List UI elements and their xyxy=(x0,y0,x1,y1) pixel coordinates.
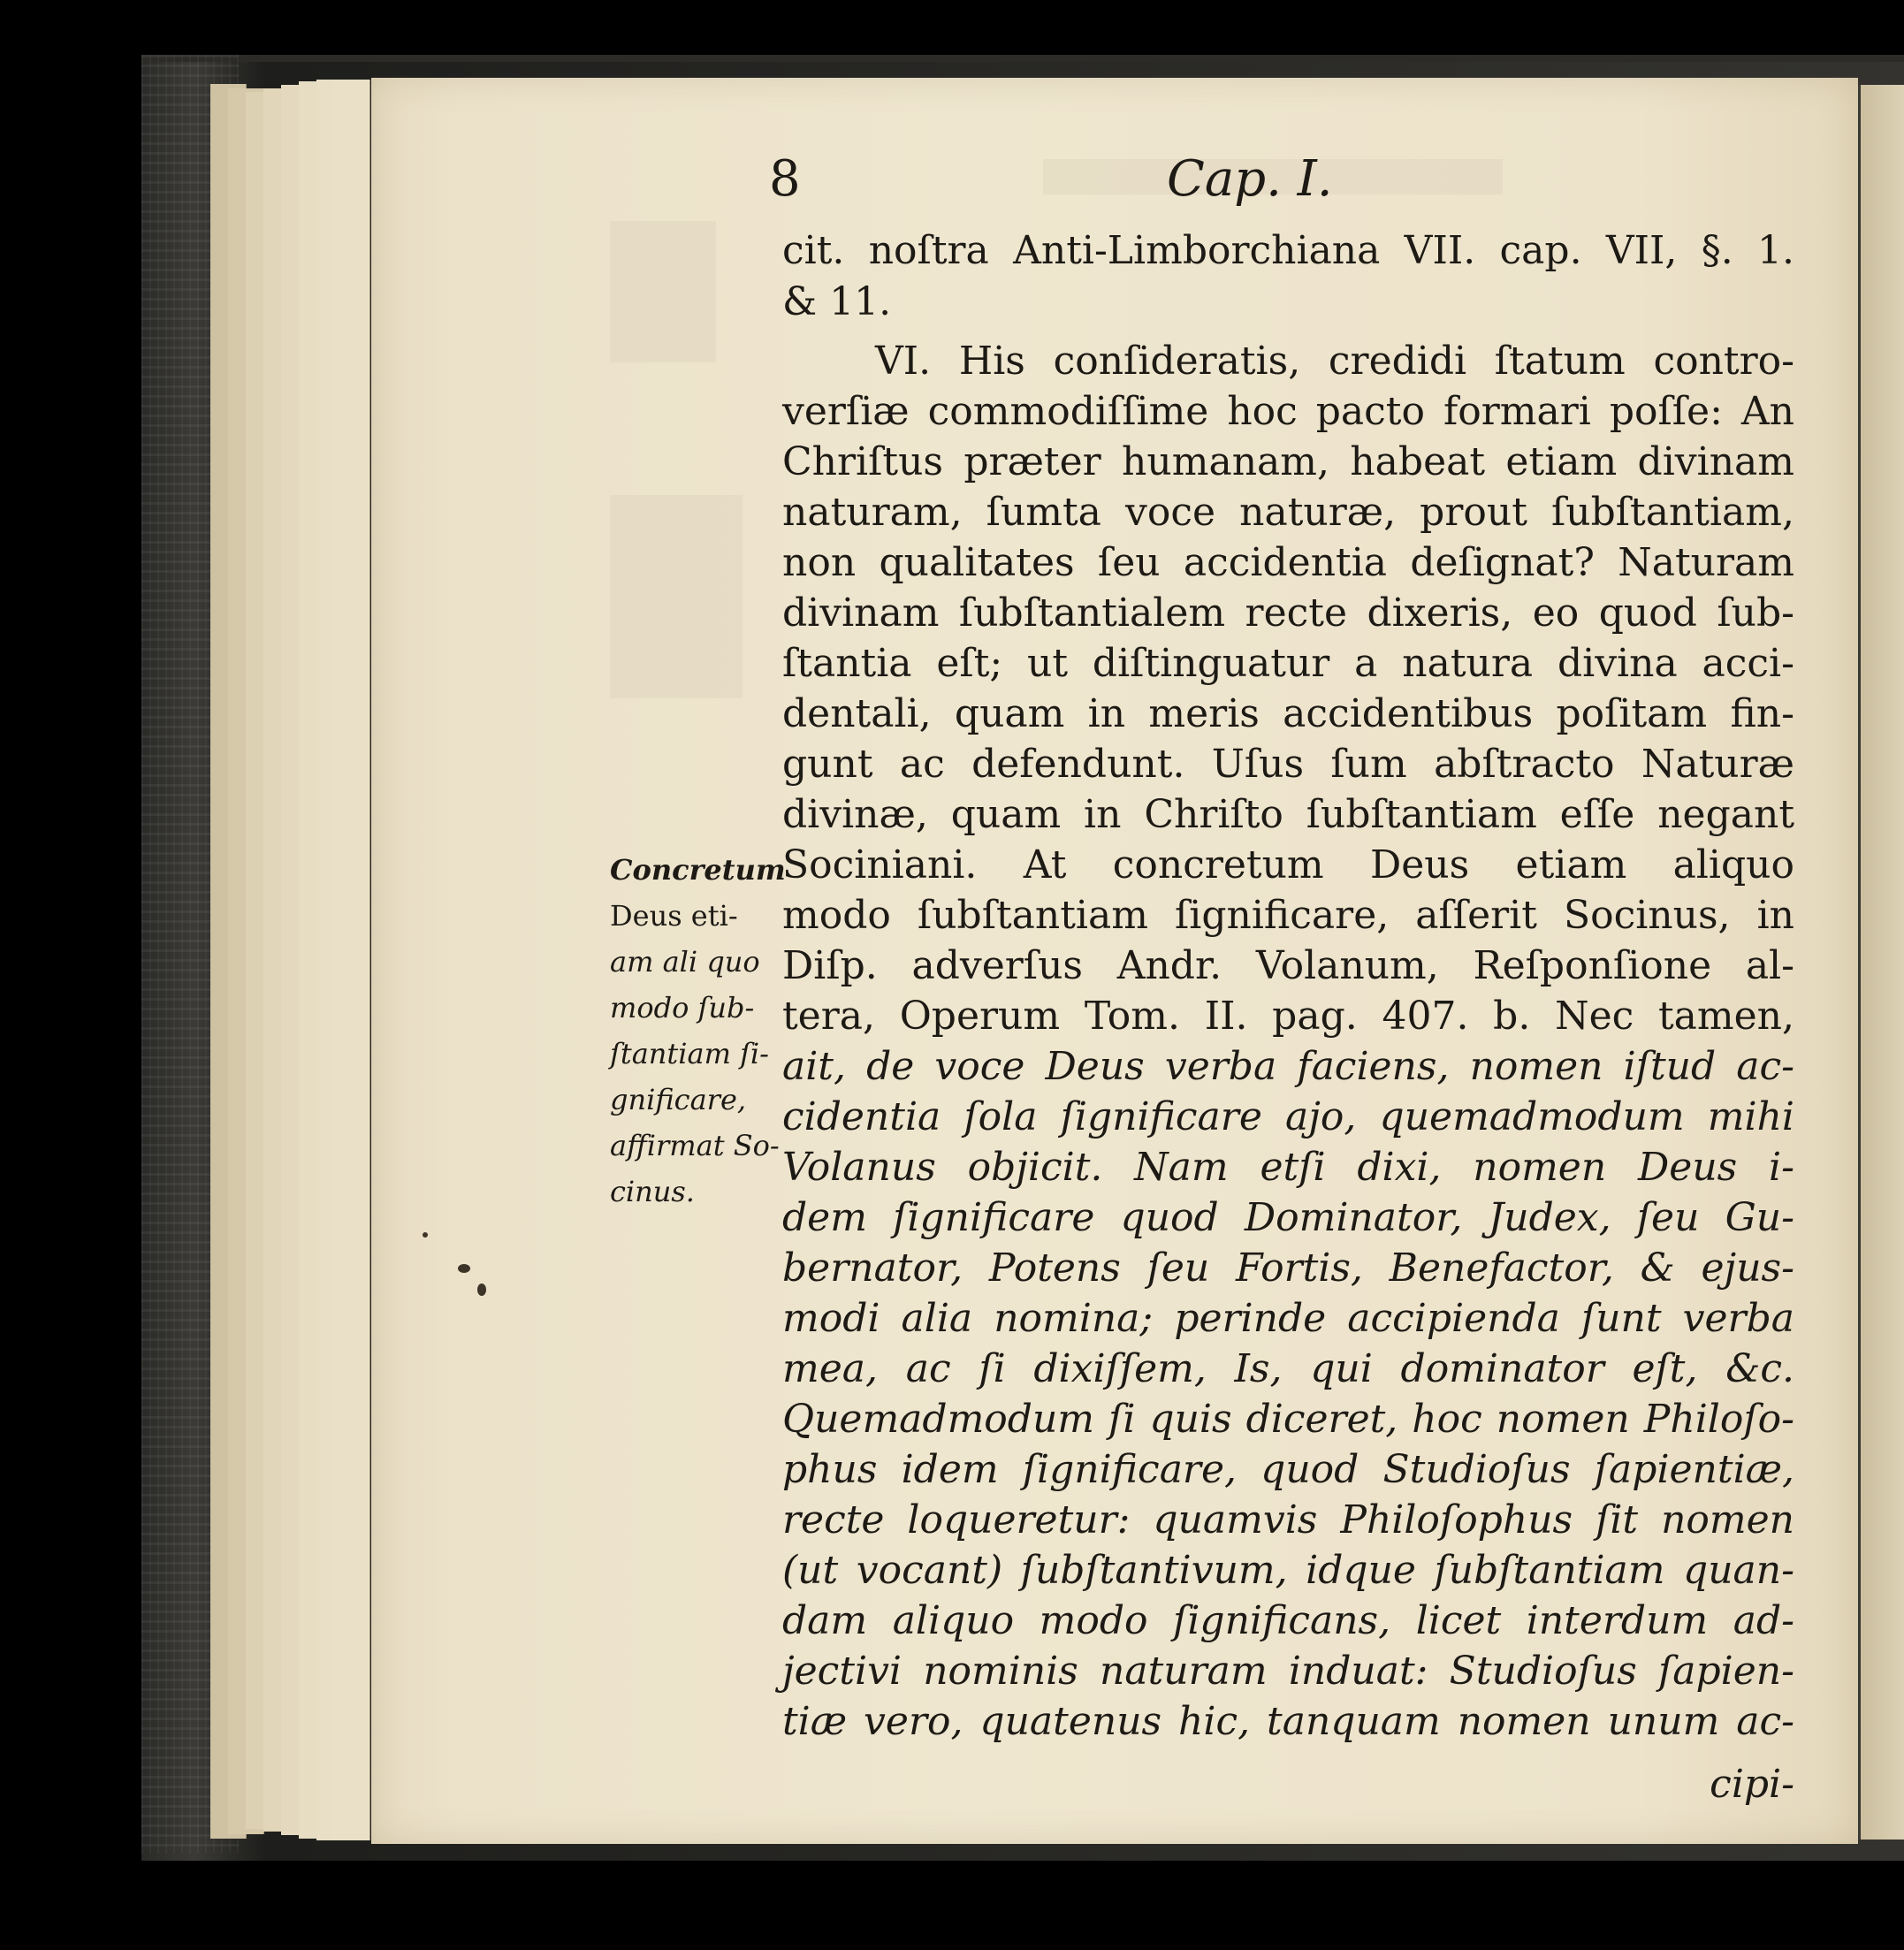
text-line: jectivi nominis naturam induat: Studioſus ſapien- xyxy=(782,1649,1794,1694)
text-line: recte loqueretur: quamvis Philoſophus ſit nomen xyxy=(782,1497,1794,1542)
right-page-edge xyxy=(1858,85,1904,1840)
text-line: ait, de voce Deus verba faciens, nomen iſtud ac- xyxy=(782,1044,1794,1089)
margin-note-line: am ali quo xyxy=(610,945,760,979)
margin-note-line: Concretum xyxy=(610,853,786,887)
text-line: tiæ vero, quatenus hic, tanquam nomen unum ac- xyxy=(782,1699,1794,1744)
text-line: naturam, ſumta voce naturæ, prout ſubſtantiam, xyxy=(782,490,1794,535)
text-line: cit. noſtra Anti-Limborchiana VII. cap. VII, §. 1. xyxy=(782,228,1794,273)
text-line: ſtantia eſt; ut diſtinguatur a natura divina acci- xyxy=(782,641,1794,686)
page-edge xyxy=(334,80,370,1840)
text-line: dentali, quam in meris accidentibus poſitam fin- xyxy=(782,691,1794,736)
text-line: mea, ac ſi dixiſſem, Is, qui dominator eſt, &c. xyxy=(782,1346,1794,1391)
text-line: gunt ac defendunt. Uſus ſum abſtracto Naturæ xyxy=(782,742,1794,787)
text-line: dam aliquo modo ſignificans, licet interdum ad- xyxy=(782,1598,1794,1643)
page-number: 8 xyxy=(769,150,801,208)
show-through xyxy=(610,221,716,362)
text-line: & 11. xyxy=(782,279,892,324)
text-line: divinæ, quam in Chriſto ſubſtantiam eſſe negant xyxy=(782,792,1794,837)
text-line: VI. His conſideratis, credidi ſtatum contro- xyxy=(875,339,1794,384)
text-line: cidentia ſola ſignificare ajo, quemadmodum mihi xyxy=(782,1094,1794,1139)
margin-note-line: cinus. xyxy=(610,1175,695,1208)
text-line: phus idem ſignificare, quod Studioſus ſapientiæ, xyxy=(782,1447,1794,1492)
show-through xyxy=(610,495,743,698)
margin-note-line: ſtantiam ſi- xyxy=(610,1037,769,1070)
margin-note-line: gnificare, xyxy=(610,1083,747,1116)
ink-spot xyxy=(477,1283,486,1296)
text-line: Quemadmodum ſi quis diceret, hoc nomen Philoſo- xyxy=(782,1397,1794,1442)
margin-note-line: Deus eti- xyxy=(610,899,738,933)
text-line: modo ſubſtantiam ſignificare, aſſerit Socinus, in xyxy=(782,893,1794,938)
text-line: Sociniani. At concretum Deus etiam aliquo xyxy=(782,842,1794,887)
margin-note-line: affirmat So- xyxy=(610,1129,780,1162)
text-line: Volanus objicit. Nam etſi dixi, nomen Deus i- xyxy=(782,1145,1794,1190)
text-line: dem ſignificare quod Dominator, Judex, ſeu Gu- xyxy=(782,1195,1794,1240)
text-line: (ut vocant) ſubſtantivum, idque ſubſtantiam quan- xyxy=(782,1548,1794,1593)
text-line: modi alia nomina; perinde accipienda ſunt verba xyxy=(782,1296,1794,1341)
ink-spot xyxy=(458,1264,470,1273)
running-head: Cap. I. xyxy=(1167,150,1333,208)
margin-note-line: modo ſub- xyxy=(610,991,755,1025)
text-line: divinam ſubſtantialem recte dixeris, eo quod ſub- xyxy=(782,590,1794,636)
ink-spot xyxy=(423,1232,428,1238)
text-line: verſiæ commodiſſime hoc pacto formari poſſe: An xyxy=(782,389,1794,434)
text-line: tera, Operum Tom. II. pag. 407. b. Nec tamen, xyxy=(782,994,1794,1039)
text-line: Chriſtus præter humanam, habeat etiam divinam xyxy=(782,439,1794,484)
text-line: bernator, Potens ſeu Fortis, Benefactor, & ejus- xyxy=(782,1245,1794,1291)
text-line: non qualitates ſeu accidentia deſignat? Naturam xyxy=(782,540,1794,585)
text-line: Diſp. adverſus Andr. Volanum, Reſponſione al- xyxy=(782,943,1794,988)
catchword: cipi- xyxy=(1710,1762,1794,1807)
